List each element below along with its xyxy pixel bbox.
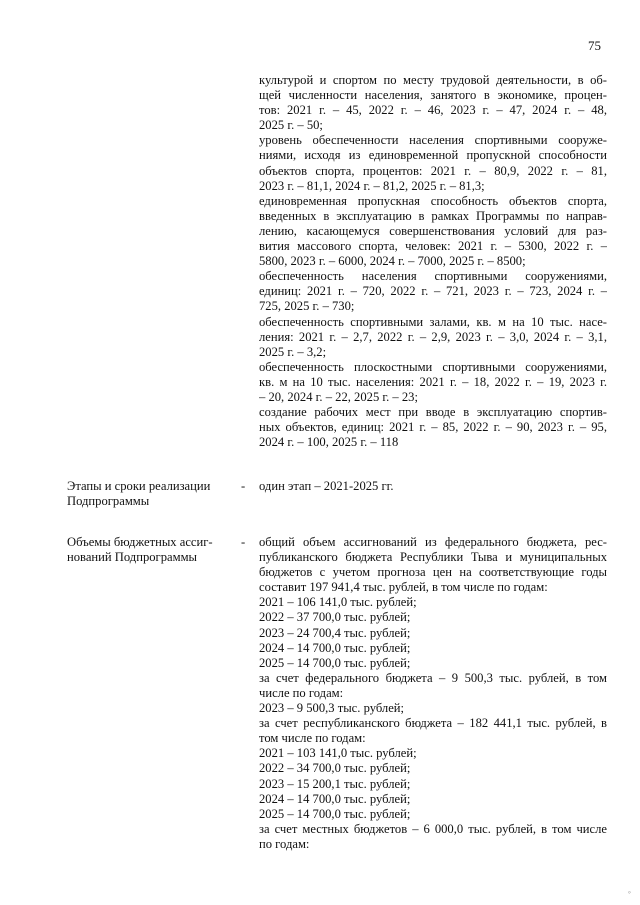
stages-label-line: Подпрограммы (67, 494, 150, 509)
text-line: объектов спорта, процентов: 2021 г. – 80,9, 2022 г. – 81, (259, 163, 607, 178)
text-line: обеспеченность спортивными залами, кв. м на 10 тыс. насе- (259, 314, 607, 329)
text-line: культурой и спортом по месту трудовой деятельности, в об- (259, 73, 607, 87)
text-line: вития массового спорта, человек: 2021 г. – 5300, 2022 г. – (259, 239, 607, 254)
text-line: том числе по годам: (259, 731, 366, 746)
budget-dash: - (241, 535, 246, 549)
stages-label-line: Этапы и сроки реализации (67, 479, 211, 493)
text-line: 2025 г. – 3,2; (259, 344, 327, 359)
text-line: обеспеченность плоскостными спортивными сооружениями, (259, 359, 607, 374)
text-line: 5800, 2023 г. – 6000, 2024 г. – 7000, 2025 г. – 8500; (259, 254, 526, 269)
text-line: щей численности населения, занятого в экономике, процен- (259, 88, 607, 103)
text-line: составит 197 941,4 тыс. рублей, в том числе по годам: (259, 580, 548, 595)
text-line: единовременная пропускная способность объектов спорта, (259, 193, 607, 208)
text-line: единиц: 2021 г. – 720, 2022 г. – 721, 2023 г. – 723, 2024 г. – (259, 284, 607, 299)
budget-label (67, 535, 232, 565)
budget-label-line: нований Подпрограммы (67, 550, 197, 565)
text-line: тов: 2021 г. – 45, 2022 г. – 46, 2023 г. – 47, 2024 г. – 48, (259, 103, 607, 118)
scan-mark-icon: ◦ (627, 887, 631, 897)
stages-dash: - (241, 479, 246, 493)
text-line: – 20, 2024 г. – 22, 2025 г. – 23; (259, 389, 418, 404)
text-line: за счет федерального бюджета – 9 500,3 тыс. рублей, в том (259, 670, 607, 685)
text-line: 2023 – 15 200,1 тыс. рублей; (259, 776, 411, 791)
text-line: 2025 – 14 700,0 тыс. рублей; (259, 806, 411, 821)
text-line: введенных в эксплуатацию в рамках Программы по направ- (259, 208, 607, 223)
budget-text-block (259, 535, 607, 852)
text-line: 2025 – 14 700,0 тыс. рублей; (259, 655, 411, 670)
text-line: 2024 – 14 700,0 тыс. рублей; (259, 791, 411, 806)
stages-value: один этап – 2021-2025 гг. (259, 479, 394, 493)
budget-label-line: Объемы бюджетных ассиг- (67, 535, 213, 549)
text-line: за счет республиканского бюджета – 182 441,1 тыс. рублей, в (259, 716, 607, 731)
text-line: 2022 – 37 700,0 тыс. рублей; (259, 610, 411, 625)
text-line: по годам: (259, 836, 310, 851)
indicators-text-block (259, 73, 607, 450)
page-number: 75 (588, 38, 601, 53)
text-line: за счет местных бюджетов – 6 000,0 тыс. рублей, в том числе (259, 821, 607, 836)
text-line: 2024 г. – 100, 2025 г. – 118 (259, 435, 399, 450)
text-line: лению, касающемуся совершенствования условий для раз- (259, 223, 607, 238)
text-line: 2024 – 14 700,0 тыс. рублей; (259, 640, 411, 655)
text-line: уровень обеспеченности населения спортивными сооруже- (259, 133, 607, 148)
text-line: 2023 г. – 81,1, 2024 г. – 81,2, 2025 г. – 81,3; (259, 178, 485, 193)
text-line: 2021 – 103 141,0 тыс. рублей; (259, 746, 417, 761)
text-line: 2021 – 106 141,0 тыс. рублей; (259, 595, 417, 610)
text-line: обеспеченность населения спортивными сооружениями, (259, 269, 607, 284)
text-line: ных объектов, единиц: 2021 г. – 85, 2022 г. – 90, 2023 г. – 95, (259, 420, 607, 435)
text-line: ления: 2021 г. – 2,7, 2022 г. – 2,9, 2023 г. – 3,0, 2024 г. – 3,1, (259, 329, 607, 344)
stages-label (67, 479, 232, 509)
text-line: числе по годам: (259, 685, 344, 700)
text-line: публиканского бюджета Республики Тыва и муниципальных (259, 550, 607, 565)
text-line: 725, 2025 г. – 730; (259, 299, 355, 314)
text-line: 2023 – 9 500,3 тыс. рублей; (259, 701, 405, 716)
text-line: кв. м на 10 тыс. населения: 2021 г. – 18, 2022 г. – 19, 2023 г. (259, 374, 607, 389)
text-line: 2023 – 24 700,4 тыс. рублей; (259, 625, 411, 640)
text-line: общий объем ассигнований из федерального бюджета, рес- (259, 535, 607, 549)
text-line: бюджетов с учетом прогноза цен на соответствующие годы (259, 565, 607, 580)
text-line: 2025 г. – 50; (259, 118, 323, 133)
text-line: создание рабочих мест при вводе в эксплуатацию спортив- (259, 405, 607, 420)
text-line: 2022 – 34 700,0 тыс. рублей; (259, 761, 411, 776)
text-line: ниями, исходя из единовременной пропускной способности (259, 148, 607, 163)
